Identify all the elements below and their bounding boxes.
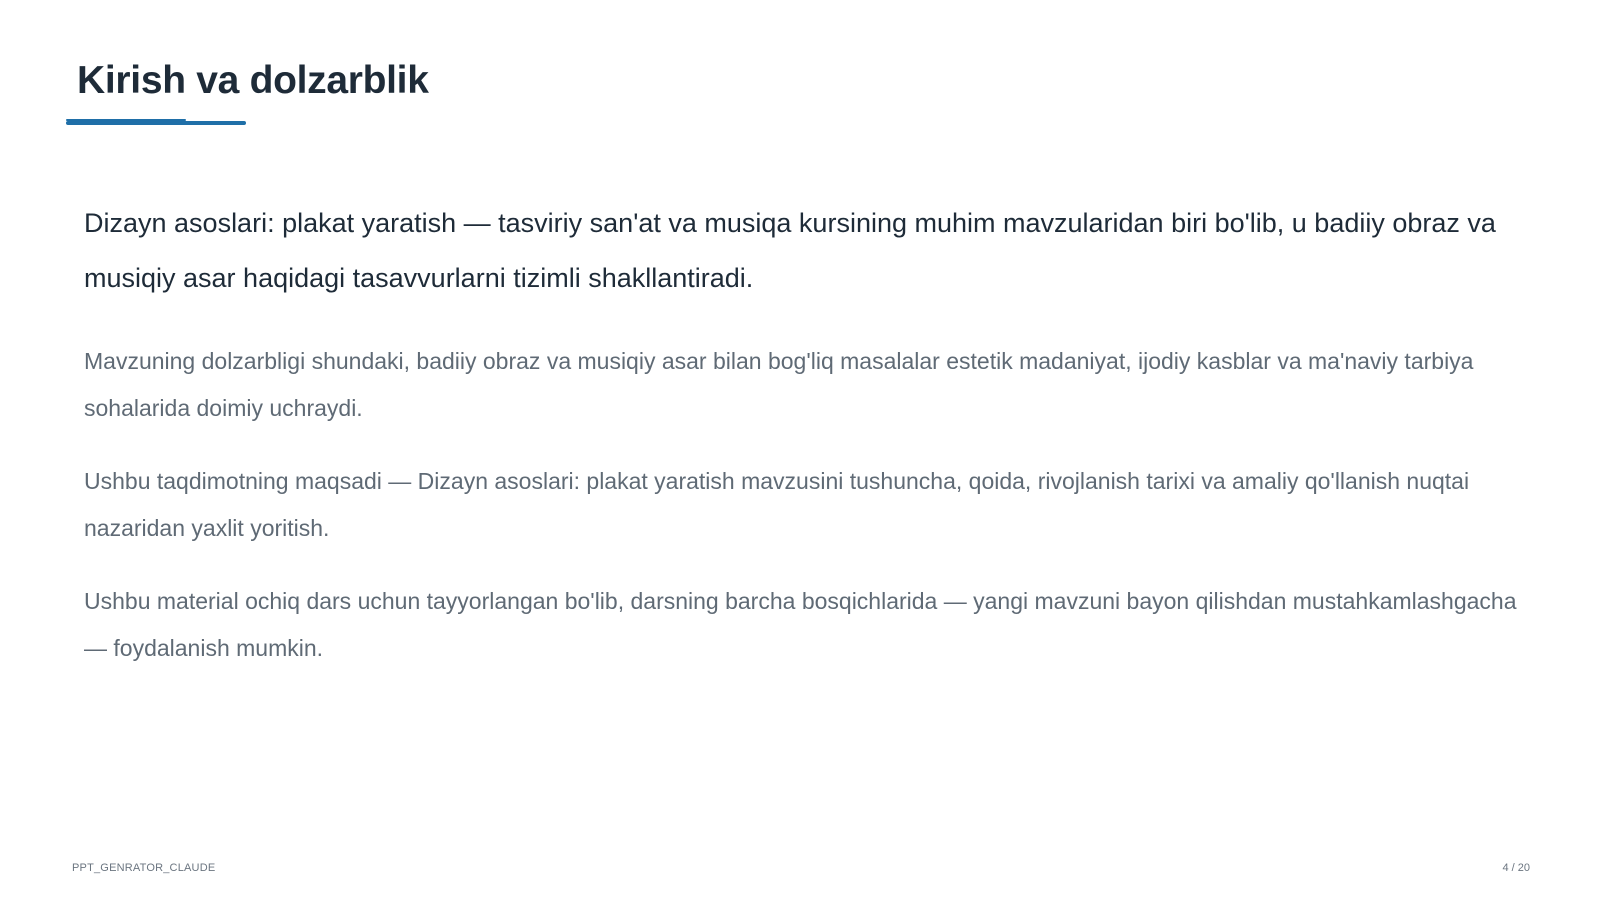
page-number: 4 / 20 bbox=[1502, 862, 1530, 874]
slide-content bbox=[84, 196, 1524, 698]
slide-title: Kirish va dolzarblik bbox=[77, 59, 429, 102]
body-paragraph-relevance: Mavzuning dolzarbligi shundaki, badiiy obraz va musiqiy asar bilan bog'liq masalalar estetik madaniyat, ijodiy kasblar va ma'naviy tarbiya sohalarida doimiy uchraydi. bbox=[84, 348, 1474, 421]
title-underline-accent bbox=[66, 121, 246, 125]
body-paragraph-usage: Ushbu material ochiq dars uchun tayyorlangan bo'lib, darsning barcha bosqichlarida — yangi mavzuni bayon qilishdan mustahkamlashgacha — foydalanish mumkin. bbox=[84, 588, 1517, 661]
lead-paragraph: Dizayn asoslari: plakat yaratish — tasviriy san'at va musiqa kursining muhim mavzularidan biri bo'lib, u badiiy obraz va musiqiy asar haqidagi tasavvurlarni tizimli shakllantiradi. bbox=[84, 208, 1496, 293]
body-paragraph-goal: Ushbu taqdimotning maqsadi — Dizayn asoslari: plakat yaratish mavzusini tushuncha, qoida, rivojlanish tarixi va amaliy qo'llanish nuqtai nazaridan yaxlit yoritish. bbox=[84, 468, 1470, 541]
footer-source-label: PPT_GENRATOR_CLAUDE bbox=[72, 862, 216, 874]
